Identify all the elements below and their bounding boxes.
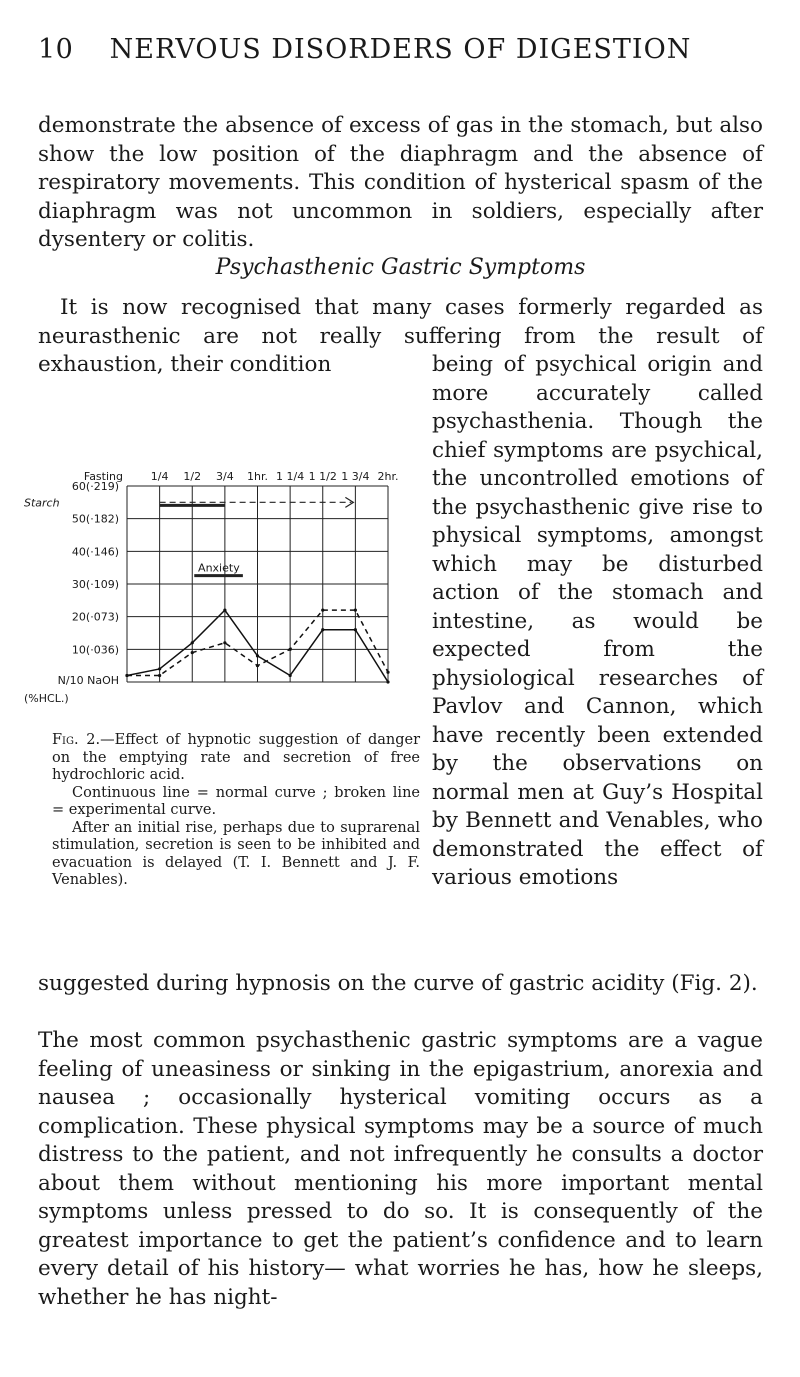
series-0-point-2: [191, 641, 194, 644]
series-0-point-1: [158, 667, 161, 670]
figure-caption-notes: After an initial rise, perhaps due to suprarenal stimulation, secretion is seen to be inhibited and evacuation is delayed (T. I. Bennett and J. F. Venables).: [52, 819, 420, 888]
x-tick-label-2: 1/2: [183, 470, 202, 483]
y-tick-label-2: 40(·146): [71, 545, 119, 559]
paragraph-2-column-text: being of psychical origin and more accurately called psychasthenia. Though the chief symptoms are psychical, the uncontrolled emotions of the psychasthenic give rise to physical symptoms, amongst which may be disturbed action of the stomach and intestine, as would be expected from the physiological researches of Pavlov and Cannon, which have recently been extended by the observations on normal men at Guy’s Hospital by Bennett and Venables, who demonstrated the effect of various emotions: [432, 352, 763, 890]
series-0-point-3: [223, 609, 226, 612]
paragraph-2-continuation: suggested during hypnosis on the curve of gastric acidity (Fig. 2).: [38, 971, 758, 996]
y-axis-label: (%HCL.): [24, 692, 69, 705]
series-0-point-7: [354, 628, 357, 631]
series-0-point-5: [289, 674, 292, 677]
page-number: 10: [38, 34, 74, 65]
figure-caption-legend: Continuous line = normal curve ; broken line = experimental curve.: [52, 784, 420, 818]
x-tick-label-6: 1 1/2: [308, 470, 337, 483]
x-tick-label-1: 1/4: [150, 470, 169, 483]
figure-2: [22, 456, 422, 716]
series-0-point-4: [256, 654, 259, 657]
y-tick-label-4: 20(·073): [71, 610, 119, 624]
series-0-point-8: [386, 680, 389, 683]
gastric-acidity-chart: [22, 456, 422, 716]
series-1-point-3: [223, 641, 226, 644]
figure-caption-text: —Effect of hypnotic suggestion of danger on the emptying rate and secretion of free hydrochloric acid.: [52, 732, 421, 783]
series-1-point-7: [354, 609, 357, 612]
y-tick-label-0: 60(·219): [71, 480, 119, 493]
x-tick-label-5: 1 1/4: [276, 470, 305, 483]
series-1-point-8: [386, 671, 389, 674]
annotation-starch: Starch: [24, 496, 60, 510]
x-tick-label-0: Fasting: [83, 470, 123, 483]
x-tick-label-3: 3/4: [216, 470, 234, 483]
y-tick-label-3: 30(·109): [71, 578, 119, 591]
series-1-point-0: [125, 674, 128, 677]
paragraph-3: The most common psychasthenic gastric symptoms are a vague feeling of uneasiness or sinking in the epigastrium, anorexia and nausea ; occasionally hysterical vomiting occurs as a complication. These physical symptoms may be a source of much distress to the patient, and not infrequently he consults a doctor about them without mentioning his more important mental symptoms unless pressed to do so. It is consequently of the greatest importance to get the patient’s confidence and to learn every detail of his history— what worries he has, how he sleeps, whether he has night-: [38, 1028, 763, 1310]
figure-caption-label: Fig. 2.: [52, 732, 101, 748]
starch-arrowhead: [345, 497, 353, 507]
running-head: NERVOUS DISORDERS OF DIGESTION: [109, 34, 692, 65]
series-1-point-6: [321, 609, 324, 612]
series-0-point-6: [321, 628, 324, 631]
y-tick-label-5: 10(·036): [71, 643, 119, 657]
series-1-point-2: [191, 651, 194, 654]
page-header: [38, 34, 763, 74]
y-tick-label-1: 50(·182): [71, 512, 119, 526]
x-tick-label-4: 1hr.: [247, 470, 268, 483]
paragraph-2-opening: It is now recognised that many cases formerly regarded as neurasthenic are not really suffering from the result of exhaustion, their condition: [38, 295, 763, 377]
x-tick-label-8: 2hr.: [377, 470, 399, 483]
intro-paragraph: demonstrate the absence of excess of gas in the stomach, but also show the low position of the diaphragm and the absence of respiratory movements. This condition of hysterical spasm of the diaphragm was not uncommon in soldiers, especially after dysentery or colitis.: [38, 113, 763, 252]
y-tick-label-6: N/10 NaOH: [57, 674, 119, 687]
figure-caption: [52, 732, 420, 890]
annotation-anxiety: Anxiety: [198, 561, 240, 575]
x-tick-label-7: 1 3/4: [341, 470, 370, 483]
series-1-point-5: [289, 648, 292, 651]
section-heading: Psychasthenic Gastric Symptoms: [215, 255, 586, 280]
series-1-point-1: [158, 674, 161, 677]
series-1-point-4: [256, 664, 259, 667]
